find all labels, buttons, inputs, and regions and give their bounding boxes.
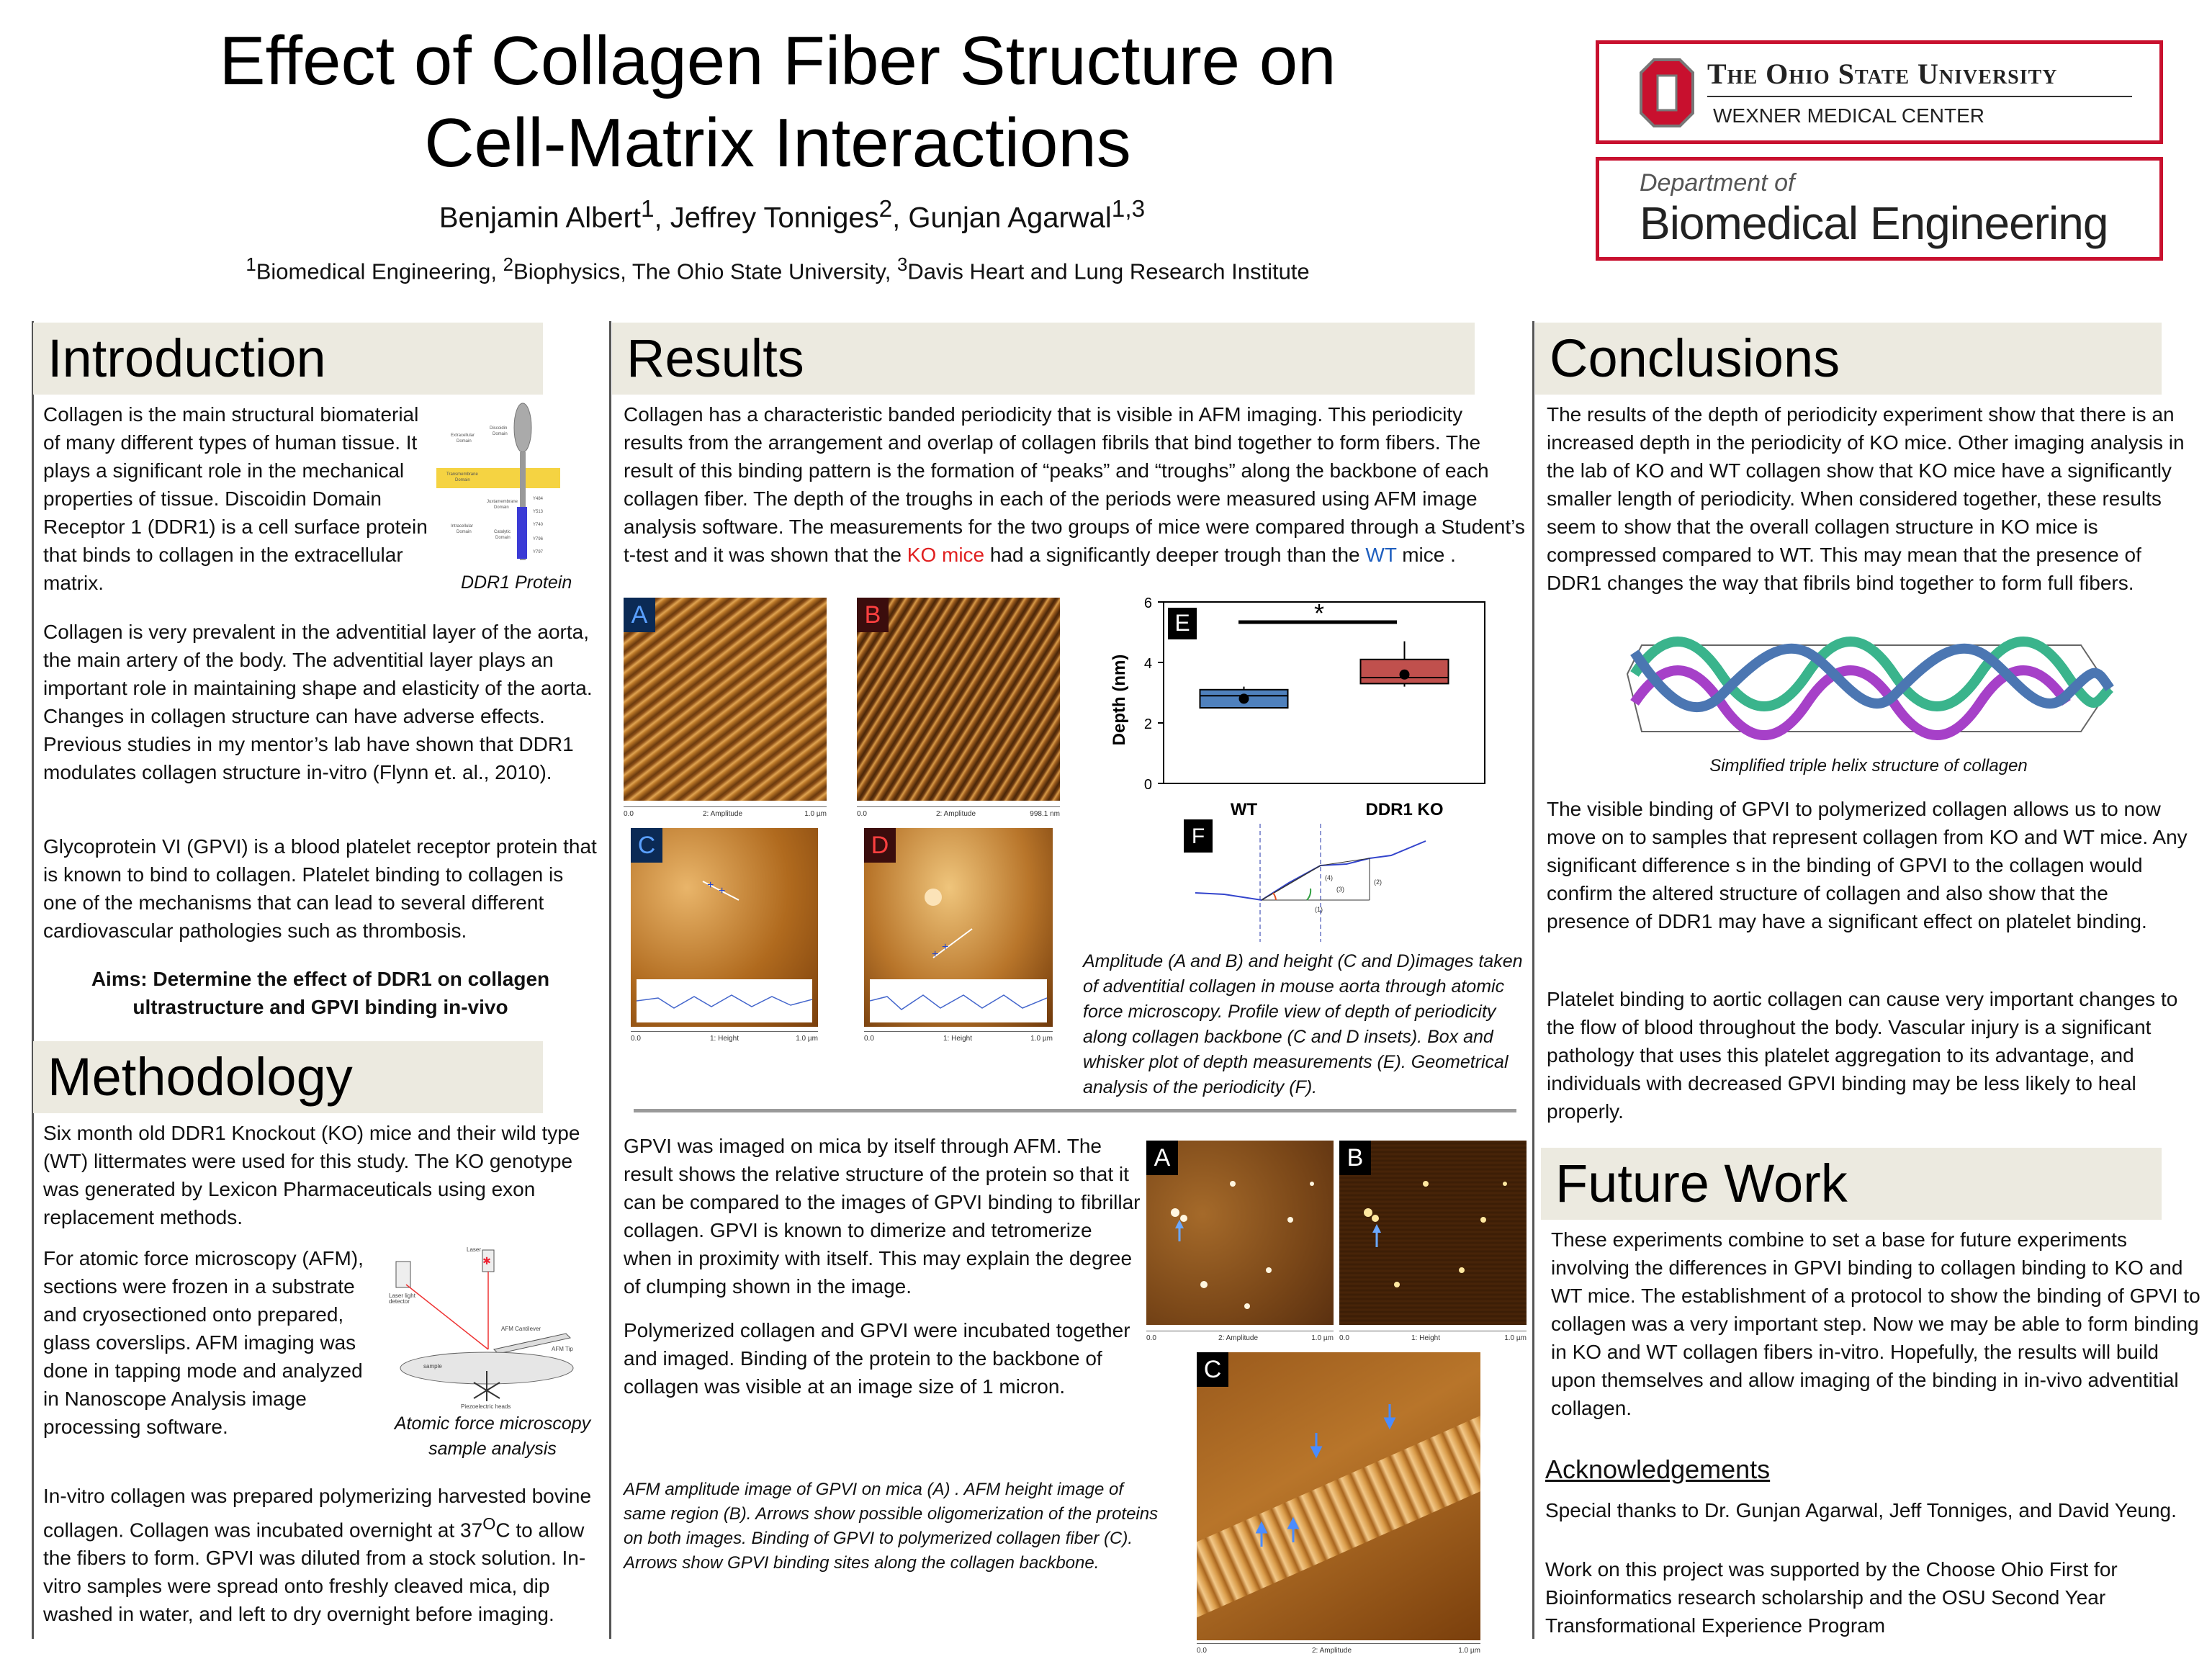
svg-text:+: +	[942, 941, 949, 953]
author-sup: 2	[878, 196, 893, 222]
poster-title	[130, 20, 1426, 184]
svg-text:AFM Tip: AFM Tip	[552, 1346, 573, 1352]
axis-strip-gpvi-a	[1146, 1331, 1334, 1343]
axis-label: 2: Amplitude	[1312, 1647, 1352, 1655]
results-heading: Results	[612, 323, 1475, 395]
depth-profile-c	[637, 979, 812, 1022]
axis-label: 1.0 µm	[796, 1035, 818, 1043]
panel-label-b: B	[857, 598, 889, 632]
y-tick-label: 4	[1143, 656, 1152, 672]
depth-profile-d	[870, 979, 1047, 1022]
osu-logo	[1596, 40, 2163, 144]
axis-label: 998.1 nm	[1030, 810, 1060, 818]
svg-text:+: +	[932, 948, 939, 961]
author-list	[274, 196, 1310, 234]
afm-figure-caption: Amplitude (A and B) and height (C and D)images taken of adventitial collagen in mouse aorta through atomic force microscopy. Profile view of depth of periodicity along collagen backbone (C and D insets). Box and whisker plot of depth measurements (E). Geometrical analysis of the periodicity (F).	[1083, 951, 1523, 1097]
panel-label-c: C	[631, 828, 662, 863]
intro-paragraph-2: Collagen is very prevalent in the adventitial layer of the aorta, the main artery of the body. The adventitial layer plays an important role in maintaining shape and elasticity of the aorta. Changes in collagen structure can have adverse effects. Previous studies in my mentor’s lab have shown that DDR1 modulates collagen structure in-vitro (Flynn et. al., 2010).	[43, 621, 593, 783]
intro-paragraph-3: Glycoprotein VI (GPVI) is a blood platelet receptor protein that is known to bind to collagen. Platelet binding to collagen is one of the mechanisms that can lead to several different cardiovascular pathologies such as thrombosis.	[43, 835, 597, 942]
axis-label: 1.0 µm	[804, 810, 827, 818]
geom-label: (3)	[1336, 886, 1344, 893]
panel-label-e: E	[1174, 610, 1190, 636]
author-sup: 1,3	[1111, 196, 1146, 222]
gpvi-label-a: A	[1146, 1141, 1178, 1175]
method-paragraph-3	[43, 1482, 598, 1628]
axis-strip-b	[857, 806, 1060, 819]
methodology-heading: Methodology	[33, 1041, 543, 1113]
gpvi-spots-a	[1146, 1141, 1334, 1325]
afm-image-a	[624, 598, 827, 801]
y-tick-label: 6	[1143, 595, 1152, 611]
geom-label: (2)	[1374, 878, 1382, 886]
axis-label: 1: Height	[710, 1035, 739, 1043]
osu-subtitle: WEXNER MEDICAL CENTER	[1713, 104, 1985, 127]
conclusions-paragraph-3: Platelet binding to aortic collagen can cause very important changes to the flow of blood throughout the body. Vascular injury is a significant pathology that uses this platelet aggregation to its advantage, and individuals with decreased GPVI binding may be less likely to heal properly.	[1547, 988, 2178, 1123]
y-tick-label: 2	[1143, 716, 1152, 732]
results-paragraph-2: GPVI was imaged on mica by itself through AFM. The result shows the relative structure of the protein so that it can be compared to the images of GPVI binding to fibrillar collagen. GPVI is known to dimerize and tetromerize when in proximity with itself. This may explain the degree of clumping shown in the image.	[624, 1135, 1141, 1298]
axis-label: 1.0 µm	[1458, 1647, 1480, 1655]
svg-text:✱: ✱	[482, 1255, 491, 1267]
column-border-mid-right	[1532, 321, 1534, 1639]
block-o-icon	[1638, 57, 1696, 129]
column-border-mid-left	[609, 321, 611, 1639]
aff-sup: 2	[503, 255, 514, 275]
results-text: Collagen has a characteristic banded periodicity that is visible in AFM imaging. This periodicity results from the arrangement and overlap of collagen fibrils that bind together to form fibers. The result of this binding pattern is the formation of “peaks” and “troughs” along the backbone of each collagen fiber. The depth of the troughs in each of the periods were measured using AFM image analysis software. The measurements for the two groups of mice were compared through a Student’s t-test and it was shown that the	[624, 403, 1525, 566]
svg-text:Y484: Y484	[533, 497, 544, 501]
axis-label: 0.0	[624, 810, 634, 818]
svg-text:Laser: Laser	[467, 1246, 482, 1253]
title-line-1: Effect of Collagen Fiber Structure on	[219, 22, 1336, 99]
method-text-part: C to allow the fibers to form. GPVI was diluted from a stock solution. In-vitro samples were spread onto freshly cleaved mica, dip washed in water, and left to dry overnight before imaging.	[43, 1519, 586, 1626]
axis-label: 2: Amplitude	[703, 810, 743, 818]
binding-arrows	[1197, 1352, 1480, 1640]
svg-text:Domain: Domain	[493, 432, 508, 436]
future-work-paragraph: These experiments combine to set a base for future experiments involving the differences in GPVI binding to collagen binding to KO and WT mice. The establishment of a protocol to show the binding of GPVI to collagen was a very important step. Now we may be able to form binding in KO and WT collagen fibers in-vitro. Hopefully, the results will build upon themselves and allow imaging of the binding in in-vivo adventitial collagen.	[1551, 1228, 2200, 1419]
affiliations	[130, 255, 1426, 284]
discoidin-domain-shape	[514, 403, 531, 452]
author-name: Benjamin Albert	[439, 202, 641, 234]
results-paragraph-1	[624, 400, 1525, 569]
axis-label: 0.0	[864, 1035, 874, 1043]
axis-strip-a	[624, 806, 827, 819]
results-divider	[634, 1109, 1516, 1112]
profile-inset-c	[637, 979, 812, 1022]
conclusions-paragraph-1: The results of the depth of periodicity experiment show that there is an increased depth in the periodicity of KO mice. Other imaging analysis in the lab of KO and WT collagen show that KO mice have a significantly smaller length of periodicity. When considered together, these results seem to show that the overall collagen structure in KO mice is compressed compared to WT. This may mean that the presence of DDR1 changes the way that fibrils bind together to form full fibers.	[1547, 403, 2185, 594]
svg-text:AFM Cantilever: AFM Cantilever	[501, 1326, 541, 1332]
x-category-labels	[1231, 800, 1444, 819]
axis-label: 0.0	[1146, 1334, 1156, 1342]
conclusions-heading: Conclusions	[1535, 323, 2162, 395]
svg-text:Y797: Y797	[533, 550, 544, 554]
svg-text:Y513: Y513	[533, 510, 544, 514]
significance-marker: *	[1313, 598, 1325, 628]
results-text: mice .	[1396, 544, 1456, 566]
afm-setup-diagram	[386, 1241, 599, 1414]
author-name: , Gunjan Agarwal	[892, 202, 1112, 234]
svg-text:+: +	[707, 879, 714, 891]
aims-statement: Aims: Determine the effect of DDR1 on collagen ultrastructure and GPVI binding in-vivo	[91, 968, 550, 1018]
ddr1-protein-diagram	[436, 399, 573, 590]
svg-text:+: +	[719, 885, 726, 897]
svg-text:detector: detector	[389, 1298, 410, 1305]
axis-label: 1.0 µm	[1504, 1334, 1527, 1342]
results-text: had a significantly deeper trough than the	[984, 544, 1366, 566]
mean-marker	[1239, 693, 1249, 703]
svg-text:Intracellular: Intracellular	[451, 524, 474, 529]
helix-caption: Simplified triple helix structure of collagen	[1709, 756, 2028, 775]
aff-text: Biophysics, The Ohio State University,	[513, 258, 897, 284]
svg-text:Extracellular: Extracellular	[451, 433, 475, 438]
method-paragraph-2: For atomic force microscopy (AFM), sections were frozen in a substrate and cryosectioned onto prepared, glass coverslips. AFM imaging was done in tapping mode and analyzed in Nanoscope Analysis image processing software.	[43, 1247, 364, 1438]
svg-text:Y796: Y796	[533, 537, 544, 541]
gpvi-collagen-image-c	[1197, 1352, 1480, 1640]
dept-prefix: Department of	[1640, 169, 1795, 197]
introduction-heading: Introduction	[33, 323, 543, 395]
acknowledgements-heading: Acknowledgements	[1545, 1455, 1771, 1484]
method-paragraph-1: Six month old DDR1 Knockout (KO) mice and their wild type (WT) littermates were used for this study. The KO genotype was generated by Lexicon Pharmaceuticals using exon replacement methods.	[43, 1122, 580, 1228]
acknowledgements-paragraph-1: Special thanks to Dr. Gunjan Agarwal, Jeff Tonniges, and David Yeung.	[1545, 1499, 2177, 1521]
axis-label: 1: Height	[943, 1035, 973, 1043]
gpvi-image-b	[1339, 1141, 1527, 1325]
svg-text:Piezoelectric heads: Piezoelectric heads	[461, 1403, 511, 1410]
afm-caption: Atomic force microscopy sample analysis	[394, 1413, 591, 1459]
panel-label-a: A	[624, 598, 655, 632]
axis-label: 1: Height	[1411, 1334, 1441, 1342]
svg-text:Domain: Domain	[495, 536, 511, 540]
axis-label: 0.0	[1197, 1647, 1207, 1655]
results-paragraph-3: Polymerized collagen and GPVI were incubated together and imaged. Binding of the protein to the backbone of collagen was visible at an image size of 1 micron.	[624, 1319, 1130, 1398]
future-work-heading: Future Work	[1541, 1148, 2162, 1220]
osu-name: The Ohio State University	[1707, 58, 2058, 90]
light-detector-shape	[396, 1262, 410, 1287]
axis-label: 2: Amplitude	[1218, 1334, 1259, 1342]
kinase-domain-shape	[517, 507, 527, 559]
panel-label-f: F	[1191, 824, 1205, 848]
svg-text:Laser light: Laser light	[389, 1292, 415, 1299]
conclusions-paragraph-2: The visible binding of GPVI to polymerized collagen allows us to now move on to samples that represent collagen from KO and WT mice. Any significant difference s in the binding of GPVI to the collagen would confirm the altered structure of collagen and also show that the presence of DDR1 may have a significant effect on platelet binding.	[1547, 798, 2188, 932]
svg-text:Domain: Domain	[457, 530, 472, 534]
svg-text:Discoidin: Discoidin	[490, 426, 508, 431]
wt-highlight: WT	[1365, 544, 1397, 566]
mean-marker	[1400, 670, 1410, 680]
afm-image-d	[864, 828, 1053, 1027]
gpvi-spots-b	[1339, 1141, 1527, 1325]
axis-label: 0.0	[1339, 1334, 1349, 1342]
title-line-2: Cell-Matrix Interactions	[424, 104, 1131, 181]
svg-text:Juxtamembrane: Juxtamembrane	[487, 500, 518, 504]
bme-department-logo	[1596, 157, 2163, 261]
svg-text:Catalytic: Catalytic	[494, 530, 511, 534]
depth-box-plot	[1109, 585, 1527, 822]
degree-sup: O	[482, 1514, 496, 1533]
svg-text:Domain: Domain	[494, 505, 509, 510]
svg-text:sample: sample	[423, 1363, 442, 1370]
svg-text:Domain: Domain	[455, 478, 470, 482]
axis-label: 1.0 µm	[1311, 1334, 1334, 1342]
afm-image-c	[631, 828, 818, 1027]
svg-text:Y740: Y740	[533, 523, 544, 527]
svg-text:Domain: Domain	[457, 439, 472, 444]
aff-text: Davis Heart and Lung Research Institute	[907, 258, 1310, 284]
afm-image-b	[857, 598, 1060, 801]
geom-label: (4)	[1325, 874, 1333, 881]
x-category-label: DDR1 KO	[1365, 800, 1444, 819]
gpvi-label-c: C	[1197, 1352, 1228, 1387]
acknowledgements-paragraph-2: Work on this project was supported by the Choose Ohio First for Bioinformatics research scholarship and the OSU Second Year Transformational Experience Program	[1545, 1558, 2118, 1637]
panel-label-d: D	[864, 828, 896, 863]
aff-text: Biomedical Engineering,	[256, 258, 503, 284]
aff-sup: 3	[896, 255, 908, 275]
gpvi-figure-caption: AFM amplitude image of GPVI on mica (A) . AFM height image of same region (B). Arrows show possible oligomerization of the proteins on both images. Binding of GPVI to polymerized collagen fiber (C). Arrows show GPVI binding sites along the collagen backbone.	[624, 1480, 1159, 1573]
axis-label: 1.0 µm	[1030, 1035, 1053, 1043]
column-border-left	[32, 321, 34, 1639]
dept-name: Biomedical Engineering	[1640, 197, 2108, 249]
intro-paragraph-1: Collagen is the main structural biomaterial of many different types of human tissue. It plays a significant role in the mechanical properties of tissue. Discoidin Domain Receptor 1 (DDR1) is a cell surface protein that binds to collagen in the extracellular matrix.	[43, 403, 428, 594]
logo-divider	[1707, 96, 2132, 97]
periodicity-geometry-diagram	[1181, 819, 1455, 942]
gpvi-label-b: B	[1339, 1141, 1371, 1175]
y-axis-label: Depth (nm)	[1110, 654, 1129, 746]
axis-strip-d	[864, 1031, 1053, 1043]
method-text-part: In-vitro collagen was prepared polymerizing harvested bovine collagen. Collagen was incubated overnight at 37	[43, 1485, 592, 1542]
axis-strip-c	[631, 1031, 818, 1043]
profile-inset-d	[870, 979, 1047, 1022]
collagen-triple-helix-diagram	[1620, 624, 2117, 753]
geom-label: (1)	[1315, 906, 1323, 913]
axis-label: 0.0	[857, 810, 867, 818]
ddr1-caption: DDR1 Protein	[461, 572, 572, 593]
axis-label: 0.0	[631, 1035, 641, 1043]
aff-sup: 1	[246, 255, 256, 275]
axis-strip-gpvi-b	[1339, 1331, 1527, 1343]
y-tick-label: 0	[1143, 777, 1152, 793]
y-ticks	[1144, 595, 1164, 793]
svg-text:Transmembrane: Transmembrane	[446, 472, 478, 477]
x-category-label: WT	[1230, 800, 1258, 819]
axis-strip-gpvi-c	[1197, 1643, 1480, 1655]
ko-mice-highlight: KO mice	[907, 544, 985, 566]
axis-label: 2: Amplitude	[936, 810, 976, 818]
author-sup: 1	[641, 196, 655, 222]
gpvi-image-a	[1146, 1141, 1334, 1325]
author-name: , Jeffrey Tonniges	[654, 202, 879, 234]
